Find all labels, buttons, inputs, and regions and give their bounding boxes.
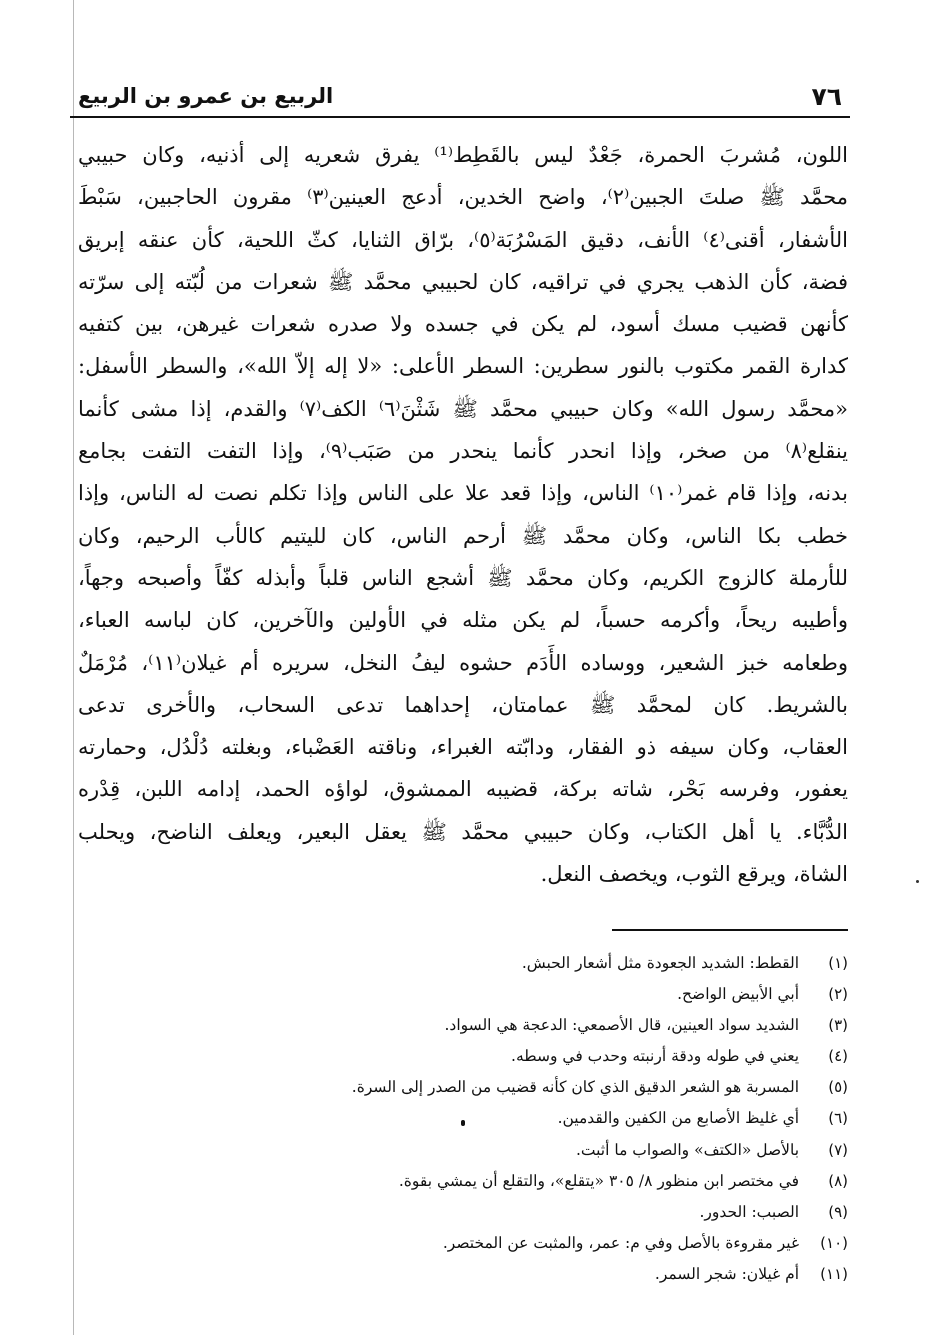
- text-line: بالشريط. كان لمحمَّد ﷺ عمامتان، إحداهما تدعى السحاب، والأخرى تدعى: [78, 692, 848, 717]
- footnote-item: [148, 1197, 848, 1228]
- footnote-number: (٦): [828, 1109, 848, 1128]
- footnotes: [148, 948, 848, 1290]
- page-header: [70, 80, 850, 116]
- text-line: وطعامه خبز الشعير، ووساده الأَدَم حشوه ليفُ النخل، سريره أم غيلان⁽١١⁾، مُرْمَلٌ: [78, 650, 848, 675]
- footnote-number: (٩): [828, 1202, 848, 1221]
- footnote-text: غير مقروءة بالأصل وفي م: عمر، والمثبت عن المختصر.: [442, 1233, 800, 1252]
- footnote-item: [148, 1259, 848, 1290]
- footnote-item: [148, 1103, 848, 1134]
- footnote-item: [148, 1041, 848, 1072]
- footnote-number: (٣): [828, 1016, 848, 1035]
- footnote-item: [148, 1072, 848, 1103]
- text-line: ينقلع⁽٨⁾ من صخر، وإذا انحدر كأنما ينحدر من صَبَب⁽٩⁾، وإذا التفت التفت بجامع: [78, 439, 848, 464]
- scan-speck: [461, 1120, 465, 1126]
- text-line: يعفور، وفرسه بَحْر، شاته بركة، قضيبه الممشوق، لواؤه الحمد، إدامه اللبن، قِدْره: [78, 777, 848, 802]
- footnote-number: (١١): [820, 1264, 848, 1283]
- scan-edge-line: [73, 0, 74, 1335]
- footnote-number: (٧): [828, 1140, 848, 1159]
- text-line: للأرملة كالزوج الكريم، وكان محمَّد ﷺ أشجع الناس قلباً وأبذله كفّاً وأصبحه وجهاً،: [78, 565, 848, 590]
- header-rule: [70, 116, 850, 118]
- text-line: الدُّبَّاء. يا أهل الكتاب، وكان حبيبي محمَّد ﷺ يعقل البعير، ويعلف الناضح، ويحلب: [78, 819, 848, 844]
- footnote-number: (٥): [828, 1078, 848, 1097]
- footnote-text: الصبب: الحدور.: [699, 1202, 800, 1221]
- page-number: ٧٦: [811, 82, 842, 111]
- footnote-separator: [612, 929, 848, 931]
- text-line: وأطيبه ريحاً، وأكرمه حسباً، لم يكن مثله في الأولين والآخرين، كان لباسه العباء،: [78, 608, 848, 633]
- text-line: كدارة القمر مكتوب بالنور سطرين: السطر الأعلى: «لا إله إلاّ الله»، والسطر الأسفل:: [78, 354, 848, 379]
- text-line: اللون، مُشربَ الحمرة، جَعْدٌ ليس بالقَطِط⁽¹⁾ يفرق شعريه إلى أذنيه، وكان حبيبي: [78, 143, 848, 167]
- scan-speck: [916, 880, 919, 883]
- footnote-text: المسربة هو الشعر الدقيق الذي كان كأنه قضيب من الصدر إلى السرة.: [351, 1078, 800, 1097]
- main-text: [78, 134, 848, 895]
- footnote-number: (١): [828, 954, 848, 972]
- text-line: فضة، كأن الذهب يجري في تراقيه، كان لحبيبي محمَّد ﷺ شعرات من لُبّته إلى سرّته: [78, 269, 848, 294]
- footnote-item: [148, 1228, 848, 1259]
- text-line: العقاب، وكان سيفه ذو الفقار، ودابّته الغبراء، وناقته العَضْباء، وبغلته دُلْدُل، وحمارته: [78, 735, 848, 760]
- footnote-text: يعني في طوله ودقة أرنبته وحدب في وسطه.: [511, 1047, 800, 1066]
- footnote-text: أم غيلان: شجر السمر.: [654, 1264, 800, 1283]
- footnote-text: أبي الأبيض الواضح.: [677, 985, 800, 1004]
- footnote-text: أي غليظ الأصابع من الكفين والقدمين.: [557, 1109, 800, 1128]
- text-line: خطب بكا الناس، وكان محمَّد ﷺ أرحم الناس، كان لليتيم كالأب الرحيم، وكان: [78, 523, 848, 548]
- footnote-item: [148, 948, 848, 979]
- footnote-number: (٢): [828, 985, 848, 1004]
- text-line: محمَّد ﷺ صلتَ الجبين⁽٢⁾، واضح الخدين، أدعج العينين⁽٣⁾ مقرون الحاجبين، سَبْطَ: [78, 185, 848, 210]
- footnote-text: بالأصل «الكتف» والصواب ما أثبت.: [575, 1140, 800, 1159]
- text-line: كأنهن قضيب مسك أسود، لم يكن في جسده ولا صدره شعرات غيرهن، بين كتفيه: [78, 312, 848, 337]
- running-title: الربيع بن عمرو بن الربيع: [78, 84, 334, 108]
- footnote-number: (١٠): [820, 1233, 848, 1252]
- text-line: الأشفار، أقنى⁽٤⁾ الأنف، دقيق المَسْرُبَة⁽٥⁾، برّاق الثنايا، كثّ اللحية، كأن عنقه إبريق: [78, 227, 848, 252]
- footnote-item: [148, 1166, 848, 1197]
- footnote-number: (٨): [828, 1171, 848, 1190]
- text-line: الشاة، ويرقع الثوب، ويخصف النعل.: [540, 862, 848, 887]
- footnote-text: في مختصر ابن منظور ٨/ ٣٠٥ «يتقلع»، والتقلع أن يمشي بقوة.: [398, 1171, 800, 1190]
- footnote-text: الشديد سواد العينين، قال الأصمعي: الدعجة هي السواد.: [444, 1016, 800, 1035]
- footnote-item: [148, 979, 848, 1010]
- text-line: بدنه، وإذا قام غمر⁽١٠⁾ الناس، وإذا قعد علا على الناس وإذا تكلم نصت له الناس، وإذا: [78, 481, 848, 506]
- footnote-text: القطط: الشديد الجعودة مثل أشعار الحبش.: [521, 954, 800, 972]
- footnote-item: [148, 1135, 848, 1166]
- footnote-item: [148, 1010, 848, 1041]
- text-line: «محمَّد رسول الله» وكان حبيبي محمَّد ﷺ شَثْنَ⁽٦⁾ الكف⁽٧⁾ والقدم، إذا مشى كأنما: [78, 396, 848, 421]
- footnote-number: (٤): [828, 1047, 848, 1066]
